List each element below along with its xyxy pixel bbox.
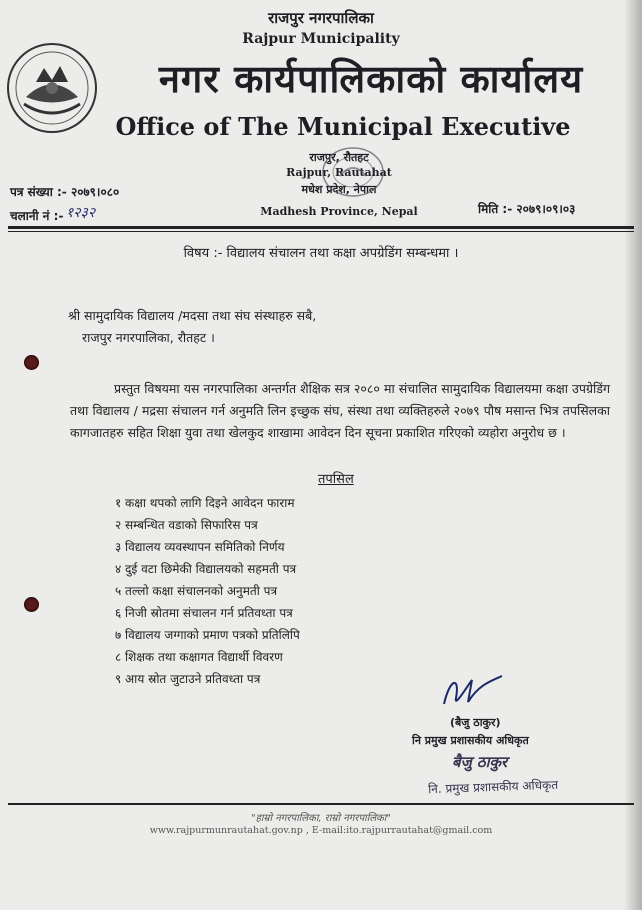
municipality-name-np: राजपुर नगरपालिका	[268, 9, 374, 27]
addressee-line-1: श्री सामुदायिक विद्यालय /मदसा तथा संघ संस्थाहरु सबै,	[68, 308, 317, 323]
list-item: ५ तल्लो कक्षा संचालनको अनुमती पत्र	[115, 584, 278, 598]
address-np: राजपुर, रौतहट	[309, 151, 369, 164]
municipality-name-en: Rajpur Municipality	[242, 31, 400, 47]
dispatch-number-label: चलानी नं :-	[10, 209, 64, 223]
list-item: ४ दुई वटा छिमेकी विद्यालयको सहमती पत्र	[115, 562, 297, 576]
dispatch-number-value: १२३२	[66, 205, 96, 221]
header-rule-thin	[8, 231, 634, 232]
subject-line: विषय :- विद्यालय संचालन तथा कक्षा अपग्रेडिंग सम्बन्धमा ।	[183, 246, 459, 261]
address-en: Rajpur, Rautahat	[286, 166, 392, 179]
signatory-name: (बैजु ठाकुर)	[450, 716, 501, 729]
list-item: ६ निजी स्रोतमा संचालन गर्न प्रतिवध्ता पत्र	[115, 606, 293, 620]
office-title-en: Office of The Municipal Executive	[115, 112, 571, 141]
province-en: Madhesh Province, Nepal	[260, 205, 418, 218]
footer-contact: www.rajpurmunrautahat.gov.np , E-mail:ito.rajpurrautahat@gmail.com	[149, 825, 493, 836]
office-title-np: नगर कार्यपालिकाको कार्यालय	[158, 57, 584, 101]
stamp-title: नि. प्रमुख प्रशासकीय अधिकृत	[427, 777, 559, 797]
list-item: ९ आय स्रोत जुटाउने प्रतिवध्ता पत्र	[115, 672, 261, 686]
handwritten-signature-icon	[438, 668, 508, 714]
province-np: मधेश प्रदेश, नेपाल	[301, 183, 377, 196]
body-paragraph: प्रस्तुत विषयमा यस नगरपालिका अन्तर्गत शैक्षिक सत्र २०८० मा संचालित सामुदायिक विद्यालयमा कक्षा उपग्रेडिंग तथा विद्यालय / मद्रसा संचालन गर्न अनुमति लिन इच्छुक संघ, संस्था तथा व्यक्तिहरुले २०७९ पौष मसान्त भित्र तपसिलका कागजातहरु सहित शिक्षा युवा तथा खेलकुद शाखामा आवेदन दिन सूचना प्रकाशित गरिएको व्यहोरा अनुरोध छ ।	[70, 381, 610, 440]
signatory-title: नि प्रमुख प्रशासकीय अधिकृत	[412, 734, 529, 747]
list-item: १ कक्षा थपको लागि दिइने आवेदन फाराम	[115, 496, 295, 510]
list-heading: तपसिल	[318, 472, 354, 487]
punch-hole	[24, 355, 39, 370]
letter-date: मिति :- २०७९।०९।०३	[478, 202, 576, 216]
footer-rule	[8, 803, 634, 805]
list-item: ३ विद्यालय व्यवस्थापन समितिको निर्णय	[115, 540, 285, 554]
office-seal-icon	[318, 142, 388, 202]
list-item: २ सम्बन्धित वडाको सिफारिस पत्र	[115, 518, 258, 532]
header-rule-thick	[8, 226, 634, 229]
list-item: ८ शिक्षक तथा कक्षागत विद्यार्थी विवरण	[115, 650, 283, 664]
letter-number: पत्र संख्या :- २०७९।०८०	[10, 185, 120, 199]
punch-hole	[24, 597, 39, 612]
footer-slogan: "हाम्रो नगरपालिका, राम्रो नगरपालिका"	[251, 813, 391, 824]
stamp-name: बैजु ठाकुर	[452, 753, 508, 771]
addressee-line-2: राजपुर नगरपालिका, रौतहट ।	[82, 330, 215, 345]
list-item: ७ विद्यालय जग्गाको प्रमाण पत्रको प्रतिलिपि	[115, 628, 300, 642]
